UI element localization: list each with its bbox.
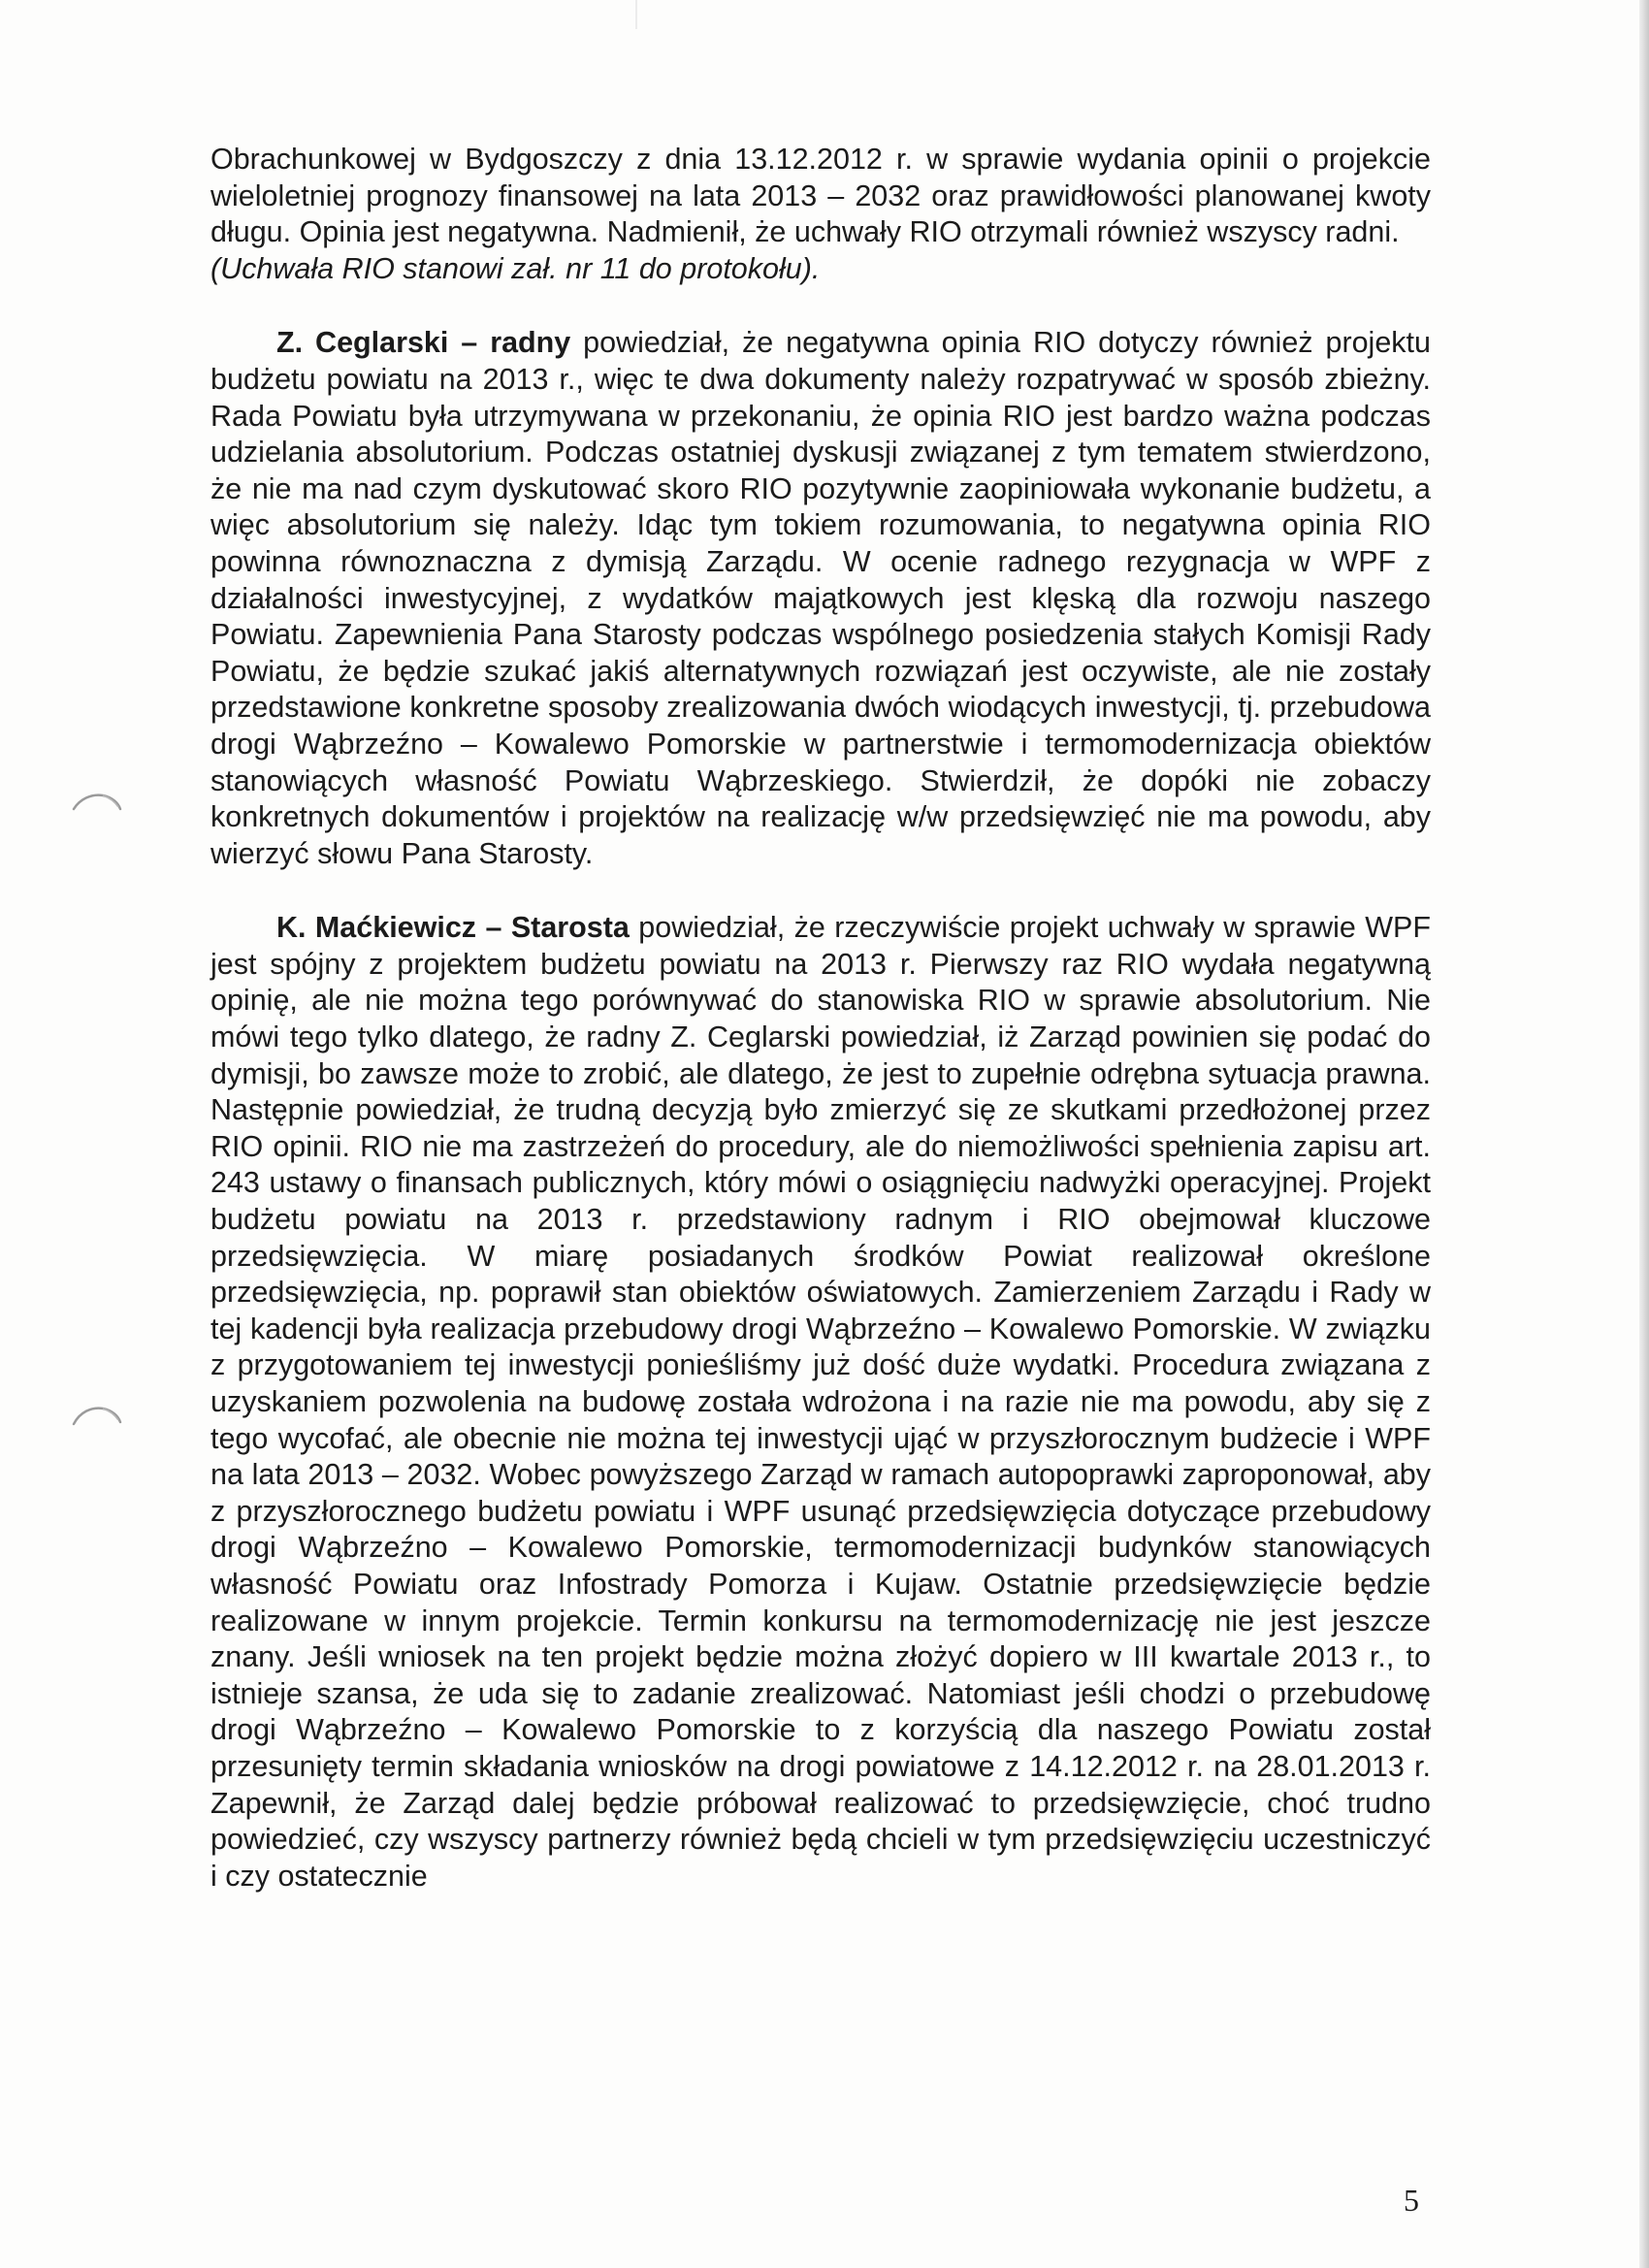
statement-paragraph [210, 910, 1431, 1895]
intro-paragraph [210, 142, 1431, 287]
page-number: 5 [1404, 2183, 1419, 2218]
punch-hole-mark [70, 1395, 126, 1451]
speaker-name: Z. Ceglarski – radny [276, 326, 571, 360]
statement-text: powiedział, że rzeczywiście projekt uchwały w sprawie WPF jest spójny z projektem budżetu powiatu na 2013 r. Pierwszy raz RIO wydała negatywną opinię, ale nie można tego porównywać do stanowiska RIO w sprawie absolutorium. Nie mówi tego tylko dlatego, że radny Z. Ceglarski powiedział, iż Zarząd powinien się podać do dymisji, bo zawsze może to zrobić, ale dlatego, że jest to zupełnie odrębna sytuacja prawna. Następnie powiedział, że trudną decyzją było zmierzyć się ze skutkami przedłożonej przez RIO opinii. RIO nie ma zastrzeżeń do procedury, ale do niemożliwości spełnienia zapisu art. 243 ustawy o finansach publicznych, który mówi o osiągnięciu nadwyżki operacyjnej. Projekt budżetu powiatu na 2013 r. przedstawiony radnym i RIO obejmował kluczowe przedsięwzięcia. W miarę posiadanych środków Powiat realizował określone przedsięwzięcia, np. poprawił stan obiektów oświatowych. Zamierzeniem Zarządu i Rady w tej kadencji była realizacja przebudowy drogi Wąbrzeźno – Kowalewo Pomorskie. W związku z przygotowaniem tej inwestycji ponieśliśmy już dość duże wydatki. Procedura związana z uzyskaniem pozwolenia na budowę została wdrożona i na razie nie ma powodu, aby się z tego wycofać, ale obecnie nie można tej inwestycji ująć w przyszłorocznym budżecie i WPF na lata 2013 – 2032. Wobec powyższego Zarząd w ramach autopoprawki zaproponował, aby z przyszłorocznego budżetu powiatu i WPF usunąć przedsięwzięcia dotyczące przebudowy drogi Wąbrzeźno – Kowalewo Pomorskie, termomodernizacji budynków stanowiących własność Powiatu oraz Infostrady Pomorza i Kujaw. Ostatnie przedsięwzięcie będzie realizowane w innym projekcie. Termin konkursu na termomodernizację nie jest jeszcze znany. Jeśli wniosek na ten projekt będzie można złożyć dopiero w III kwartale 2013 r., to istnieje szansa, że uda się to zadanie zrealizować. Natomiast jeśli chodzi o przebudowę drogi Wąbrzeźno – Kowalewo Pomorskie to z korzyścią dla naszego Powiatu został przesunięty termin składania wniosków na drogi powiatowe z 14.12.2012 r. na 28.01.2013 r. Zapewnił, że Zarząd dalej będzie próbował realizować to przedsięwzięcie, choć trudno powiedzieć, czy wszyscy partnerzy również będą chcieli w tym przedsięwzięciu uczestniczyć i czy ostatecznie [210, 911, 1431, 1893]
statement-text: powiedział, że negatywna opinia RIO dotyczy również projektu budżetu powiatu na 2013 r., więc te dwa dokumenty należy rozpatrywać w sposób zbieżny. Rada Powiatu była utrzymywana w przekonaniu, że opinia RIO jest bardzo ważna podczas udzielania absolutorium. Podczas ostatniej dyskusji związanej z tym tematem stwierdzono, że nie ma nad czym dyskutować skoro RIO pozytywnie zaopiniowała wykonanie budżetu, a więc absolutorium się należy. Idąc tym tokiem rozumowania, to negatywna opinia RIO powinna równoznaczna z dymisją Zarządu. W ocenie radnego rezygnacja w WPF z działalności inwestycyjnej, z wydatków majątkowych jest klęską dla rozwoju naszego Powiatu. Zapewnienia Pana Starosty podczas wspólnego posiedzenia stałych Komisji Rady Powiatu, że będzie szukać jakiś alternatywnych rozwiązań jest oczywiste, ale nie zostały przedstawione konkretne sposoby zrealizowania dwóch wiodących inwestycji, tj. przebudowa drogi Wąbrzeźno – Kowalewo Pomorskie w partnerstwie i termomodernizacja obiektów stanowiących własność Powiatu Wąbrzeskiego. Stwierdził, że dopóki nie zobaczy konkretnych dokumentów i projektów na realizację w/w przedsięwzięć nie ma powodu, aby wierzyć słowu Pana Starosty. [210, 326, 1431, 870]
fold-mark [635, 0, 637, 29]
punch-hole-mark [70, 784, 126, 840]
attachment-note: (Uchwała RIO stanowi zał. nr 11 do protokołu). [210, 251, 821, 285]
scan-edge [1639, 0, 1649, 2268]
document-body [210, 142, 1431, 1895]
statement-paragraph [210, 325, 1431, 872]
intro-text: Obrachunkowej w Bydgoszczy z dnia 13.12.2012 r. w sprawie wydania opinii o projekcie wieloletniej prognozy finansowej na lata 2013 – 2032 oraz prawidłowości planowanej kwoty długu. Opinia jest negatywna. Nadmienił, że uchwały RIO otrzymali również wszyscy radni. [210, 143, 1431, 249]
speaker-name: K. Maćkiewicz – Starosta [276, 911, 630, 945]
